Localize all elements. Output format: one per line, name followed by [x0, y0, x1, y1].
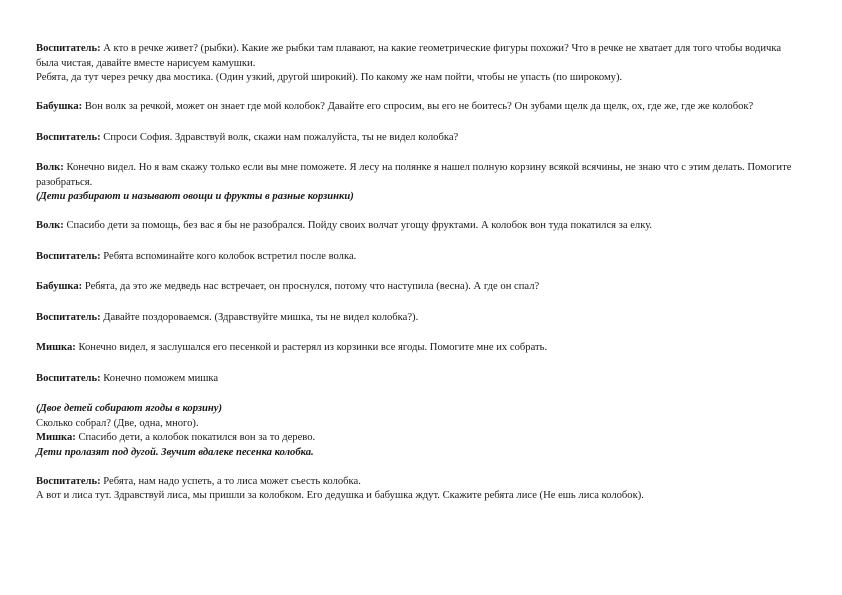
speaker-label: Волк:: [36, 162, 64, 173]
speaker-label: Мишка:: [36, 342, 76, 353]
paragraph: [36, 402, 806, 460]
dialogue-line: [36, 431, 806, 446]
speaker-label: Воспитатель:: [36, 250, 101, 262]
speaker-label: Воспитатель:: [36, 311, 101, 323]
paragraph: [36, 372, 806, 387]
paragraph: [36, 311, 806, 326]
dialogue-line: [36, 131, 806, 146]
speaker-label: Воспитатель:: [36, 131, 101, 143]
paragraph: [36, 100, 806, 115]
speaker-label: Воспитатель:: [36, 43, 101, 54]
dialogue-line: [36, 42, 806, 71]
dialogue-line: [36, 341, 806, 356]
speaker-label: Волк:: [36, 220, 64, 231]
speaker-label: Воспитатель:: [36, 475, 101, 487]
stage-direction: (Дети разбирают и называют овощи и фрукты в разные корзинки): [36, 191, 354, 202]
speaker-label: Бабушка:: [36, 281, 83, 292]
document-text: [36, 42, 806, 518]
dialogue-line: [36, 250, 806, 265]
line-text: А кто в речке живет? (рыбки). Какие же рыбки там плавают, на какие геометрические фигуры похожи? Что в речке не хватает для того чтобы водичка была чистая, давайте вместе нарисуем камушки.: [36, 43, 782, 69]
dialogue-line: [36, 311, 806, 326]
dialogue-line: [36, 219, 806, 234]
line-text: А вот и лиса тут. Здравствуй лиса, мы пришли за колобком. Его дедушка и бабушка ждут. Скажите ребята лисе (Не ешь лиса колобок).: [36, 490, 644, 501]
stage-direction: Дети пролазят под дугой. Звучит вдалеке песенка колобка.: [36, 446, 314, 458]
line-text: Спасибо дети за помощь, без вас я бы не разобрался. Пойду своих волчат угощу фруктами. А колобок вон туда покатился за елку.: [63, 220, 653, 231]
paragraph: [36, 280, 806, 295]
paragraph: [36, 341, 806, 356]
line-text: Конечно видел. Но я вам скажу только если вы мне поможете. Я лесу на полянке я нашел полную корзину всякой всячины, не знаю что с этим делать. Помогите разобраться.: [36, 162, 792, 188]
dialogue-line: [36, 280, 806, 295]
line-text: Ребята, да это же медведь нас встречает, он проснулся, потому что наступила (весна). А где он спал?: [82, 281, 540, 292]
line-text: Давайте поздороваемся. (Здравствуйте мишка, ты не видел колобка?).: [100, 311, 419, 323]
line-text: Вон волк за речкой, может он знает где мой колобок? Давайте его спросим, вы его не боитесь? Он зубами щелк да щелк, ох, где же, где же колобок?: [82, 101, 754, 112]
line-text: Ребята вспоминайте кого колобок встретил после волка.: [100, 250, 357, 262]
dialogue-line: [36, 489, 806, 504]
line-text: Спроси София. Здравствуй волк, скажи нам пожалуйста, ты не видел колобка?: [100, 131, 459, 143]
dialogue-line: [36, 475, 806, 490]
paragraph: [36, 250, 806, 265]
dialogue-line: [36, 100, 806, 115]
paragraph: [36, 161, 806, 205]
line-text: Ребята, да тут через речку два мостика. (Один узкий, другой широкий). По какому же нам пойти, чтобы не упасть (по широкому).: [36, 72, 623, 83]
paragraph: [36, 42, 806, 86]
paragraph: [36, 219, 806, 234]
line-text: Ребята, нам надо успеть, а то лиса может съесть колобка.: [100, 475, 361, 487]
dialogue-line: [36, 417, 806, 432]
speaker-label: Воспитатель:: [36, 372, 101, 384]
dialogue-line: [36, 372, 806, 387]
line-text: Спасибо дети, а колобок покатился вон за то дерево.: [75, 432, 316, 443]
dialogue-line: [36, 161, 806, 190]
dialogue-line: [36, 71, 806, 86]
speaker-label: Мишка:: [36, 432, 76, 443]
stage-direction: (Двое детей собирают ягоды в корзину): [36, 403, 223, 414]
speaker-label: Бабушка:: [36, 101, 83, 112]
paragraph: [36, 475, 806, 504]
line-text: Сколько собрал? (Две, одна, много).: [36, 417, 199, 429]
paragraph: [36, 131, 806, 146]
line-text: Конечно поможем мишка: [100, 372, 219, 384]
line-text: Конечно видел, я заслушался его песенкой и растерял из корзинки все ягоды. Помогите мне их собрать.: [75, 342, 548, 353]
